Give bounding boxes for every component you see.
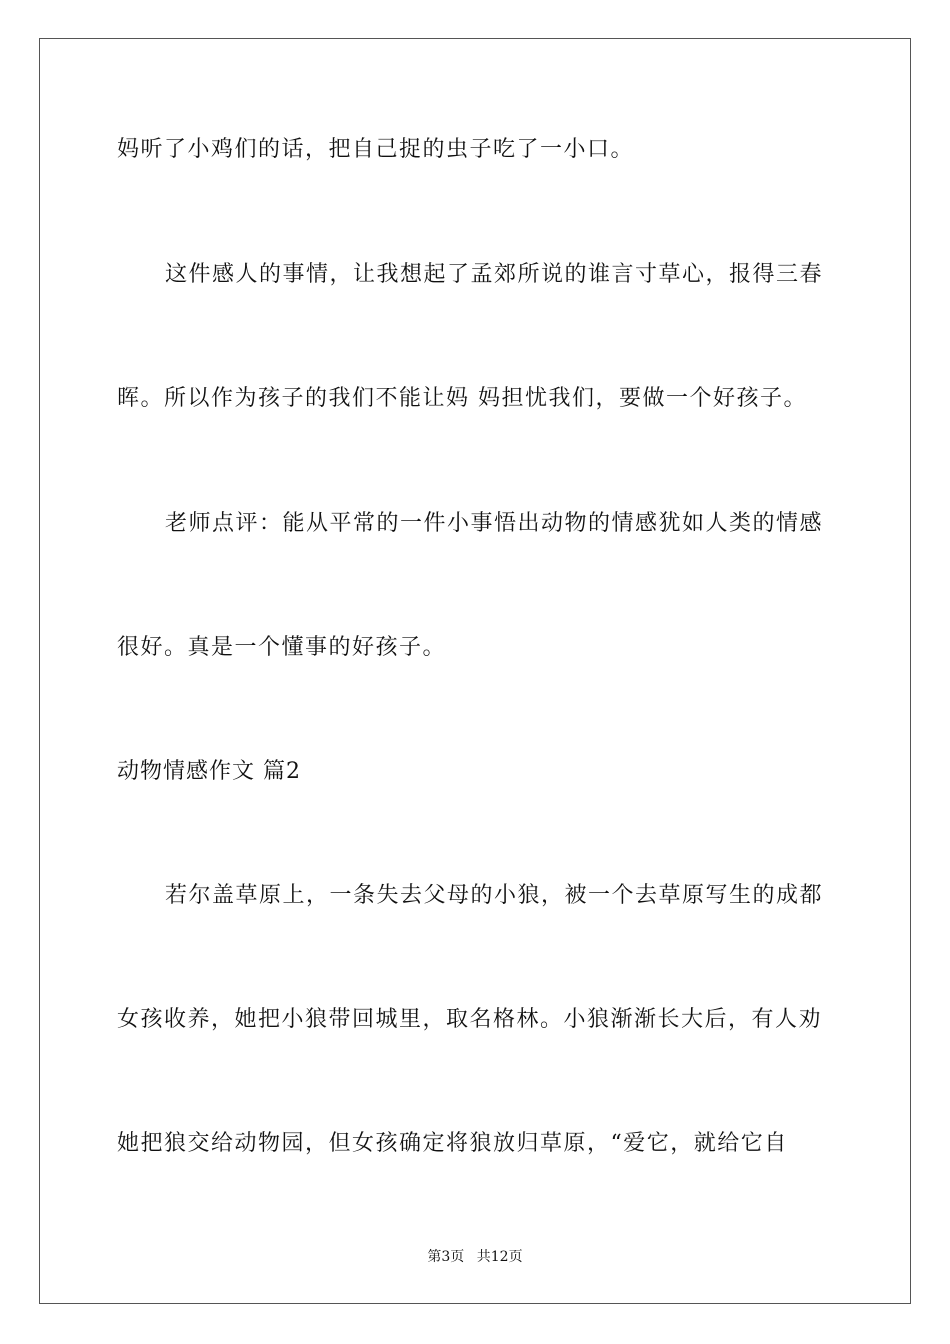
page-border bbox=[39, 38, 911, 1304]
paragraph-line-5: 很好。真是一个懂事的好孩子。 bbox=[117, 635, 447, 660]
paragraph-line-8: 她把狼交给动物园，但女孩确定将狼放归草原，“爱它，就给它自 bbox=[117, 1131, 788, 1156]
paragraph-line-1: 妈听了小鸡们的话，把自己捉的虫子吃了一小口。 bbox=[117, 137, 635, 162]
paragraph-line-2: 这件感人的事情，让我想起了孟郊所说的谁言寸草心，报得三春 bbox=[165, 262, 824, 287]
paragraph-line-3: 晖。所以作为孩子的我们不能让妈 妈担忧我们，要做一个好孩子。 bbox=[117, 386, 807, 411]
paragraph-line-7: 女孩收养，她把小狼带回城里，取名格林。小狼渐渐长大后，有人劝 bbox=[117, 1007, 823, 1032]
page-number: 第3页 bbox=[427, 1249, 465, 1265]
page-total: 共12页 bbox=[476, 1249, 523, 1265]
section-heading: 动物情感作文 篇2 bbox=[117, 759, 301, 784]
page-footer bbox=[0, 1248, 950, 1266]
paragraph-line-4: 老师点评：能从平常的一件小事悟出动物的情感犹如人类的情感 bbox=[165, 511, 824, 536]
paragraph-line-6: 若尔盖草原上，一条失去父母的小狼，被一个去草原写生的成都 bbox=[165, 883, 824, 908]
